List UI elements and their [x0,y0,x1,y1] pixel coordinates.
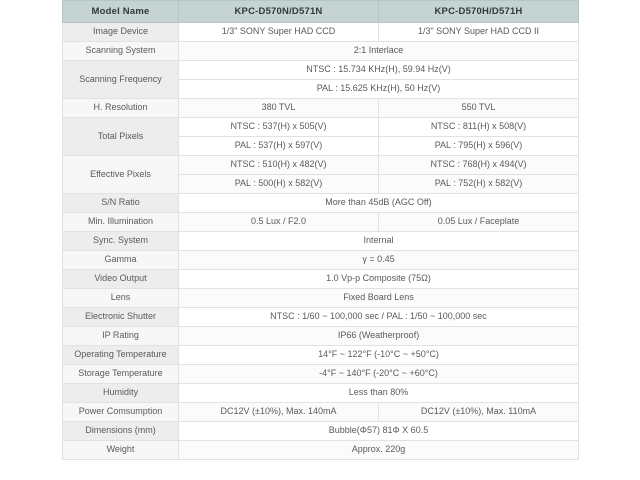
row-label: Image Device [63,23,179,42]
table-row [63,327,579,346]
row-value-col-b: 1/3" SONY Super HAD CCD II [379,23,579,42]
row-label: IP Rating [63,327,179,346]
row-value-col-b: DC12V (±10%), Max. 110mA [379,403,579,422]
row-label: Storage Temperature [63,365,179,384]
table-row [63,441,579,460]
row-label: Scanning System [63,42,179,61]
table-row [63,365,579,384]
table-row [63,346,579,365]
row-label: Weight [63,441,179,460]
row-value-col-b: 0.05 Lux / Faceplate [379,213,579,232]
row-value-col-a: PAL : 537(H) x 597(V) [179,137,379,156]
row-value-col-b: NTSC : 768(H) x 494(V) [379,156,579,175]
header-model-col-a: KPC-D570N/D571N [179,1,379,23]
table-row [63,308,579,327]
row-value: PAL : 15.625 KHz(H), 50 Hz(V) [179,80,579,99]
row-value-col-a: 0.5 Lux / F2.0 [179,213,379,232]
row-value-col-a: NTSC : 537(H) x 505(V) [179,118,379,137]
row-value: IP66 (Weatherproof) [179,327,579,346]
table-row [63,42,579,61]
row-value: -4°F ~ 140°F (-20°C ~ +60°C) [179,365,579,384]
table-row [63,194,579,213]
row-value-col-b: PAL : 795(H) x 596(V) [379,137,579,156]
row-value-col-a: 1/3" SONY Super HAD CCD [179,23,379,42]
row-label: Effective Pixels [63,156,179,194]
table-row [63,99,579,118]
table-row [63,289,579,308]
table-row [63,403,579,422]
table-row [63,23,579,42]
row-label: Scanning Frequency [63,61,179,99]
row-label: Dimensions (mm) [63,422,179,441]
row-value: 2:1 Interlace [179,42,579,61]
row-value: More than 45dB (AGC Off) [179,194,579,213]
row-label: Sync. System [63,232,179,251]
table-row [63,61,579,80]
row-value-col-a: 380 TVL [179,99,379,118]
row-label: Min. Illumination [63,213,179,232]
row-label: S/N Ratio [63,194,179,213]
row-label: Gamma [63,251,179,270]
specification-table-body [63,1,579,460]
header-model-name: Model Name [63,1,179,23]
row-label: Power Comsumption [63,403,179,422]
row-value-col-a: NTSC : 510(H) x 482(V) [179,156,379,175]
row-value-col-b: 550 TVL [379,99,579,118]
table-header-row [63,1,579,23]
table-row [63,232,579,251]
row-value: 14°F ~ 122°F (-10°C ~ +50°C) [179,346,579,365]
row-value-col-a: PAL : 500(H) x 582(V) [179,175,379,194]
table-row [63,270,579,289]
table-row [63,213,579,232]
table-row [63,251,579,270]
row-label: H. Resolution [63,99,179,118]
table-row [63,156,579,175]
table-row [63,422,579,441]
table-row [63,118,579,137]
row-value: γ = 0.45 [179,251,579,270]
specification-table-container [62,0,578,460]
row-value-col-b: NTSC : 811(H) x 508(V) [379,118,579,137]
table-row [63,384,579,403]
row-label: Humidity [63,384,179,403]
row-value-col-a: DC12V (±10%), Max. 140mA [179,403,379,422]
header-model-col-b: KPC-D570H/D571H [379,1,579,23]
row-label: Lens [63,289,179,308]
row-value: 1.0 Vp-p Composite (75Ω) [179,270,579,289]
row-value: Bubble(Φ57) 81Φ X 60.5 [179,422,579,441]
row-value: NTSC : 1/60 ~ 100,000 sec / PAL : 1/50 ~ 100,000 sec [179,308,579,327]
row-value-col-b: PAL : 752(H) x 582(V) [379,175,579,194]
row-value: Internal [179,232,579,251]
row-label: Total Pixels [63,118,179,156]
row-label: Operating Temperature [63,346,179,365]
row-value: Approx. 220g [179,441,579,460]
row-label: Electronic Shutter [63,308,179,327]
specification-table [62,0,579,460]
row-value: NTSC : 15.734 KHz(H), 59.94 Hz(V) [179,61,579,80]
row-value: Fixed Board Lens [179,289,579,308]
row-value: Less than 80% [179,384,579,403]
row-label: Video Output [63,270,179,289]
